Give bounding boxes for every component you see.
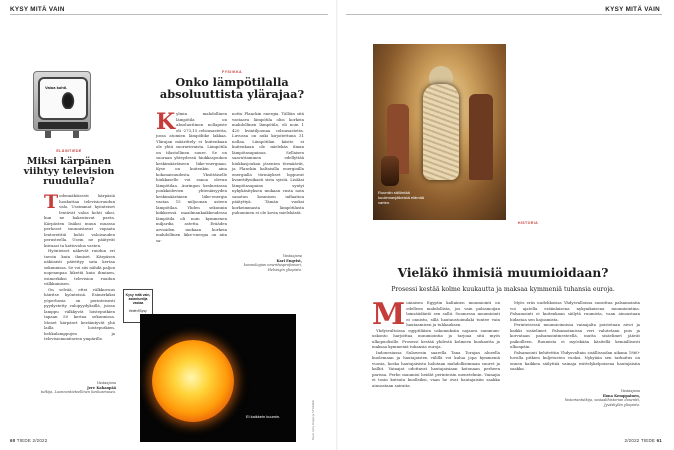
credit-label: Vastaajana xyxy=(620,389,640,393)
article3-body-col2 xyxy=(510,300,640,372)
article3-paragraph: Indonesiassa Sulawesin saarella Tana Torajan alueella kuolemaan ja hautajaisten välillä voi kulua jopa kymmeniä vuosia, koska hautajaisista halutaan mahdollisimman suuret ja kalliit. Vainajat odottavat hautajaisiaan kotonaan perheen parissa. Perhe muumioi heidät perinteisin menetelmin. Vainajia ei tosin kutsuta kuolleiksi, vaan he ovat hautajaisiin saakka ainoastaan sairaita. xyxy=(372,349,500,388)
article1-paragraph: On selvää, ettei välkkuvuus häiritse hyönteisiä. Esimerkiksi yöperhosia on perinteisesti pyydystetty valopyydyksillä, joissa lamppu välkkyvät loisteputkien tapaan 50 kertaa sekunnissa. Monet kärpäset kerääntyvät yhä lailla loisteputkien, hehkulamppujen ja televisiomonitorien ympärille. xyxy=(44,286,115,341)
article2-paragraph: nottu Planckin energia. Tällöin sitä vastaava lämpötila olisi korkein mahdollinen lämpötila, eli noin 1 420 kvintiljoonaa celsiusastetta. Luvussa on auki kirjoitettuna 31 nollaa. Lämpötilan käsite ei kuitenkaan ole mielekäs ilman lämpötasapainoa. Sellaisen saavuttaminen edellyttää hiukkasjoukon jäsenten törmäävät, ja Planckin kaltaisilla energioilla energialla törmäykset loppuvat kvanttifysiikasti sista syistä. Lisäksi lämpötasapaino syntyi nykykäsityksen mukaan vasta noin sanotun kosmisen inflaation päätyttyä. Tämän vuoksi korkeimmasta lämpötilasta puhuminen ei ole kovin mielekästä. xyxy=(232,111,304,215)
sun-image xyxy=(140,314,296,442)
left-footer-mag: TIEDE xyxy=(16,438,32,443)
article2-title: Onko lämpötilalla absoluuttista ylärajaa? xyxy=(159,75,305,101)
credit-role: historiantutkija, sosiaalihistorian dosentti, Jyväskylän yliopisto. xyxy=(564,398,640,407)
tv-foot-left xyxy=(45,131,51,138)
tv-illustration xyxy=(33,71,91,139)
fly-icon xyxy=(61,91,75,109)
ask-box-title: Kysy mitä vain, asiantuntija vastaa xyxy=(125,293,151,306)
article2-paragraph: ylmin mahdollinen lämpötila on absoluuttinen nollapiste eli -273,15 celsiusastetta, jossa atomien lämpöliike lakkaa. Ylärajan määrittely ei kuitenkaan ole yhtä suoraviivaista. Lämpötila on tilastollinen suure. Se on suoraan yhteydessä hiukkasjoukon keskimääräiseen liike-energiaan. Kyse on kuitenkin aina kokonaisuudesta. Yksittäiselle hiukkaselle voi sanoa olevan lämpötilaa. Auringon keskustassa poukkoilevien yhtenäisyyden keskimääräinen liike-energia vastaa 15 miljoonan asteen lämpötilaa. Yhden sekunnin kiikkeessä maailmankaikkeudessa lämpötila oli noin kymmenen miljardia astetta. Erääden arvioiden mukaan korkein mahdollinen liike-energia on niin sa- xyxy=(156,111,227,243)
article3-credit xyxy=(560,389,640,407)
ask-box-link[interactable]: tiede.fi/kysy xyxy=(129,308,147,313)
tv-control-panel xyxy=(38,122,88,129)
priest-figure xyxy=(469,94,493,180)
credit-name: Kari Enqvist, xyxy=(276,258,302,263)
sun-icon xyxy=(152,340,234,422)
article1-title: Miksi kärpänen viihtyy television ruudulla? xyxy=(23,156,115,188)
article3-title: Vieläkö ihmisiä muumioidaan? xyxy=(397,266,609,280)
article3-paragraph: Perinteisessä muumioinnissa vainajalta poistetaan aivot ja kaikki sisäelimet. Palsamoinnissa veri valutetaan pois ja korvataan palsamointinesteellä, mutta sisäelimet jäävät paikoilleen. Ruumista ei myöskään käsitellä kemiallisesti ulkoapäin. xyxy=(510,322,640,349)
article2-dropcap: K xyxy=(156,109,176,135)
article3-paragraph: uinaisen Egyptin kaltainen muumiointi on edelleen mahdollista, jos vain palsamoijan lainsäädäntö sen sallii. Suomessa muumiointi ei onnistu, sillä hautaustoimilaki tuntee vain hautaamisen ja tuhkauksen. xyxy=(406,300,500,327)
tv-body xyxy=(33,71,91,131)
left-page-footer xyxy=(10,438,47,443)
right-footer-issue: 2/2022 xyxy=(624,438,640,443)
article2-body-col2 xyxy=(232,111,304,216)
photo-credit: Kuvat: Getty Images ja NTS/Kaikki xyxy=(312,400,315,440)
left-header-rule xyxy=(10,14,328,15)
right-page-number: 61 xyxy=(656,438,662,443)
credit-name: Jere Kahanpää xyxy=(87,385,116,390)
article1-section: ELÄINTIEDE xyxy=(56,149,82,153)
article1-dropcap: T xyxy=(44,191,59,213)
article3-section: HISTORIA xyxy=(517,221,539,225)
mummy-figure xyxy=(423,84,459,180)
article3-paragraph: Myös eräs uudehkoissa Yhdysvalloissa suosittua palsamointia voi ajatella eräänlaisena nykyaikaisena muumiointina. Palsamointi ei kuitenkaan säilytä ruumista, vaan ainoastaan hidastaa sen hajoamista. xyxy=(510,300,640,322)
article2-heading xyxy=(148,70,316,101)
article3-body-col1 xyxy=(372,297,500,388)
article1-credit xyxy=(40,381,116,395)
canopic-jar xyxy=(381,156,399,186)
article2-section: FYSIIKKA xyxy=(222,70,242,74)
left-page-header: KYSY MITÄ VAIN xyxy=(10,6,65,13)
article1-heading xyxy=(20,149,118,187)
credit-name: Ilona Kemppainen, xyxy=(602,393,640,398)
article3-paragraph: Yhdysvaltoissa egyptiläisin uskomuksiin nojaava summum-uskonto harjoittaa muumiointia ja tarjoaa sitä myös ulkopuolisille. Prosessi kestää yhdestä kolmeen kuukautta ja maksaa kymmeniä tuhansia euroja. xyxy=(372,327,500,349)
page-gutter xyxy=(336,0,338,450)
article2-body-col1 xyxy=(156,111,227,243)
right-page-footer xyxy=(625,438,662,443)
article2-credit xyxy=(238,254,302,272)
credit-role: kosmologian emeritusprofessori, Helsingin yliopisto. xyxy=(243,263,302,272)
article1-paragraph: odennäköisesti kärpäsiä houkuttaa televisioruudun valo. Useimmat hyönteiset lentävät valoa kohti siksi, kun ne hakeutuvat paeta. Kärpästen lisäksi muun muassa perhoset suunnistavat vapaata lentoreittiä kohti valoisuuden perusteella. Usein ne päätyvät kiivaasi ta kattovaloa vasten. xyxy=(44,193,115,248)
article3-paragraph: Palsamointi kehitettiin Yhdysvaltain sisällissodan aikana 1860-luvulla pitkien kuljetusten vuoksi. Nykyään sen tarkoitus on ennen kaikkea säilyttää vainaja esittelykelpoisena hautajaisiin saakka. xyxy=(510,349,640,371)
right-footer-mag: TIEDE xyxy=(640,438,656,443)
credit-label: Vastaajana xyxy=(282,254,302,258)
credit-role: tutkija, Luonnontieteellinen keskusmuseo. xyxy=(40,390,116,394)
right-header-rule xyxy=(346,14,662,15)
article3-dropcap: M xyxy=(372,297,406,332)
tv-screen xyxy=(38,77,88,120)
article1-paragraph: Hyönteiset näkevät ruudun eri tavoin kuin ihmiset. Kärpäsen näköaisti päivittyy sata kertaa sekunnissa. Se voi siis nähdä paljon nopeampaa liikettä kuin ihminen, esimerkiksi television ruudun välkkumisen. xyxy=(44,248,115,286)
credit-label: Vastaajana xyxy=(96,381,116,385)
sun-image-caption: Ei kaikkein kuumin. xyxy=(246,414,281,419)
mummy-image-caption: Ruumiin säilöntää kuolemanjälkeistä elämää varten. xyxy=(378,190,425,205)
left-footer-issue: 2/2022 xyxy=(32,438,48,443)
article1-body xyxy=(44,193,115,342)
right-page-header: KYSY MITÄ VAIN xyxy=(605,6,660,13)
tv-screen-text: Valoa kohti. xyxy=(45,85,68,90)
article3-subtitle: Prosessi kestää kolme kuukautta ja maksaa kymmeniä tuhansia euroja. xyxy=(391,286,615,293)
tv-foot-right xyxy=(73,131,79,138)
left-page-number: 60 xyxy=(10,438,16,443)
